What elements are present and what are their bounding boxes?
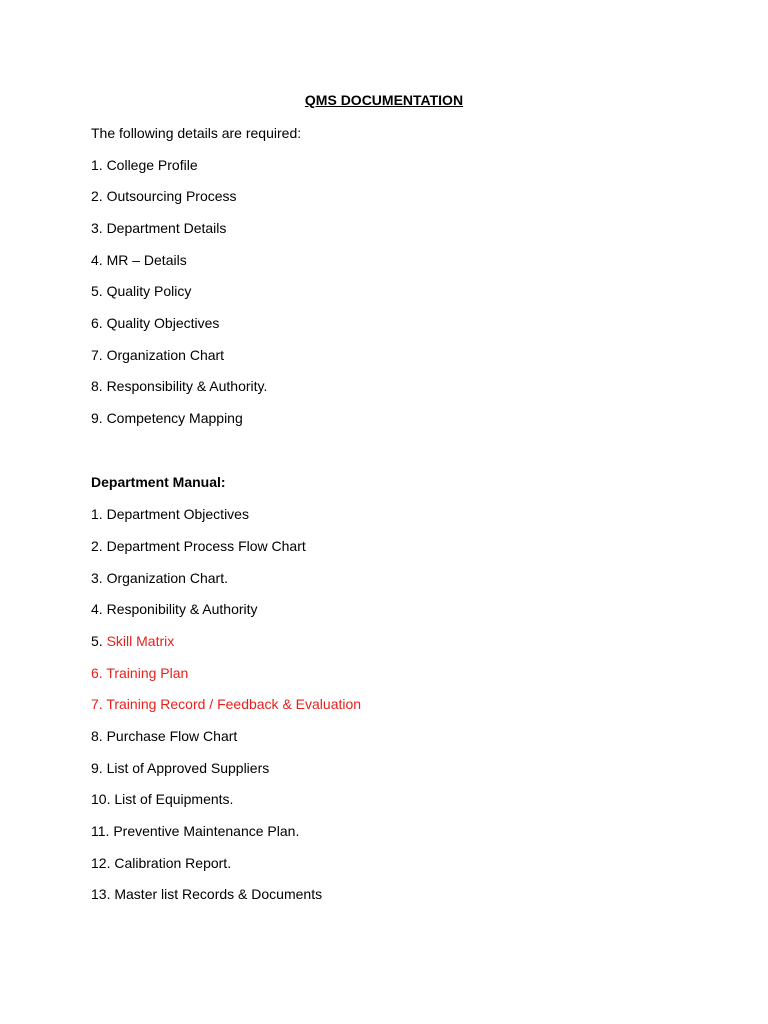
manual-item-text: Training Plan <box>106 665 189 681</box>
manual-item-text: Responibility & Authority <box>106 601 258 617</box>
manual-item-number: 8. <box>91 728 103 744</box>
required-item: 6. Quality Objectives <box>91 315 220 331</box>
manual-item <box>91 885 322 903</box>
department-manual-heading: Department Manual: <box>91 474 226 490</box>
manual-item <box>91 727 237 745</box>
required-item: 2. Outsourcing Process <box>91 188 237 204</box>
manual-item-number: 10. <box>91 791 111 807</box>
manual-item-highlighted <box>91 664 188 682</box>
required-item: 1. College Profile <box>91 157 198 173</box>
document-title: QMS DOCUMENTATION <box>304 92 464 108</box>
manual-item-text: Organization Chart. <box>106 570 228 586</box>
manual-item-number: 13. <box>91 886 111 902</box>
manual-item <box>91 505 249 523</box>
required-item: 7. Organization Chart <box>91 347 225 363</box>
manual-item-highlighted <box>91 632 174 650</box>
manual-item <box>91 600 258 618</box>
manual-item-text: Master list Records & Documents <box>114 886 323 902</box>
manual-item-text: Training Record / Feedback & Evaluation <box>106 696 362 712</box>
manual-item-text: Purchase Flow Chart <box>106 728 238 744</box>
required-item: 3. Department Details <box>91 220 227 236</box>
manual-item-number: 7. <box>91 696 103 712</box>
manual-item-number: 3. <box>91 570 103 586</box>
manual-item-number: 12. <box>91 855 111 871</box>
manual-item-number: 5. <box>91 633 103 649</box>
manual-item-text: List of Approved Suppliers <box>106 760 270 776</box>
manual-item <box>91 822 299 840</box>
required-item: 9. Competency Mapping <box>91 410 243 426</box>
manual-item <box>91 537 306 555</box>
manual-item-text: Department Process Flow Chart <box>106 538 306 554</box>
manual-item <box>91 790 233 808</box>
manual-item-text: List of Equipments. <box>114 791 234 807</box>
manual-item <box>91 854 231 872</box>
required-item: 5. Quality Policy <box>91 283 192 299</box>
manual-item-text: Calibration Report. <box>114 855 232 871</box>
required-item: 4. MR – Details <box>91 252 187 268</box>
manual-item-number: 9. <box>91 760 103 776</box>
manual-item-text: Department Objectives <box>106 506 249 522</box>
manual-item-number: 11. <box>91 823 110 839</box>
manual-item-number: 4. <box>91 601 103 617</box>
manual-item-number: 1. <box>91 506 103 522</box>
manual-item-number: 6. <box>91 665 103 681</box>
manual-item <box>91 759 269 777</box>
manual-item-text: Preventive Maintenance Plan. <box>113 823 300 839</box>
manual-item-number: 2. <box>91 538 103 554</box>
manual-item <box>91 569 228 587</box>
manual-item-text: Skill Matrix <box>106 633 175 649</box>
manual-item-highlighted <box>91 695 361 713</box>
required-item: 8. Responsibility & Authority. <box>91 378 268 394</box>
intro-text: The following details are required: <box>91 125 302 141</box>
